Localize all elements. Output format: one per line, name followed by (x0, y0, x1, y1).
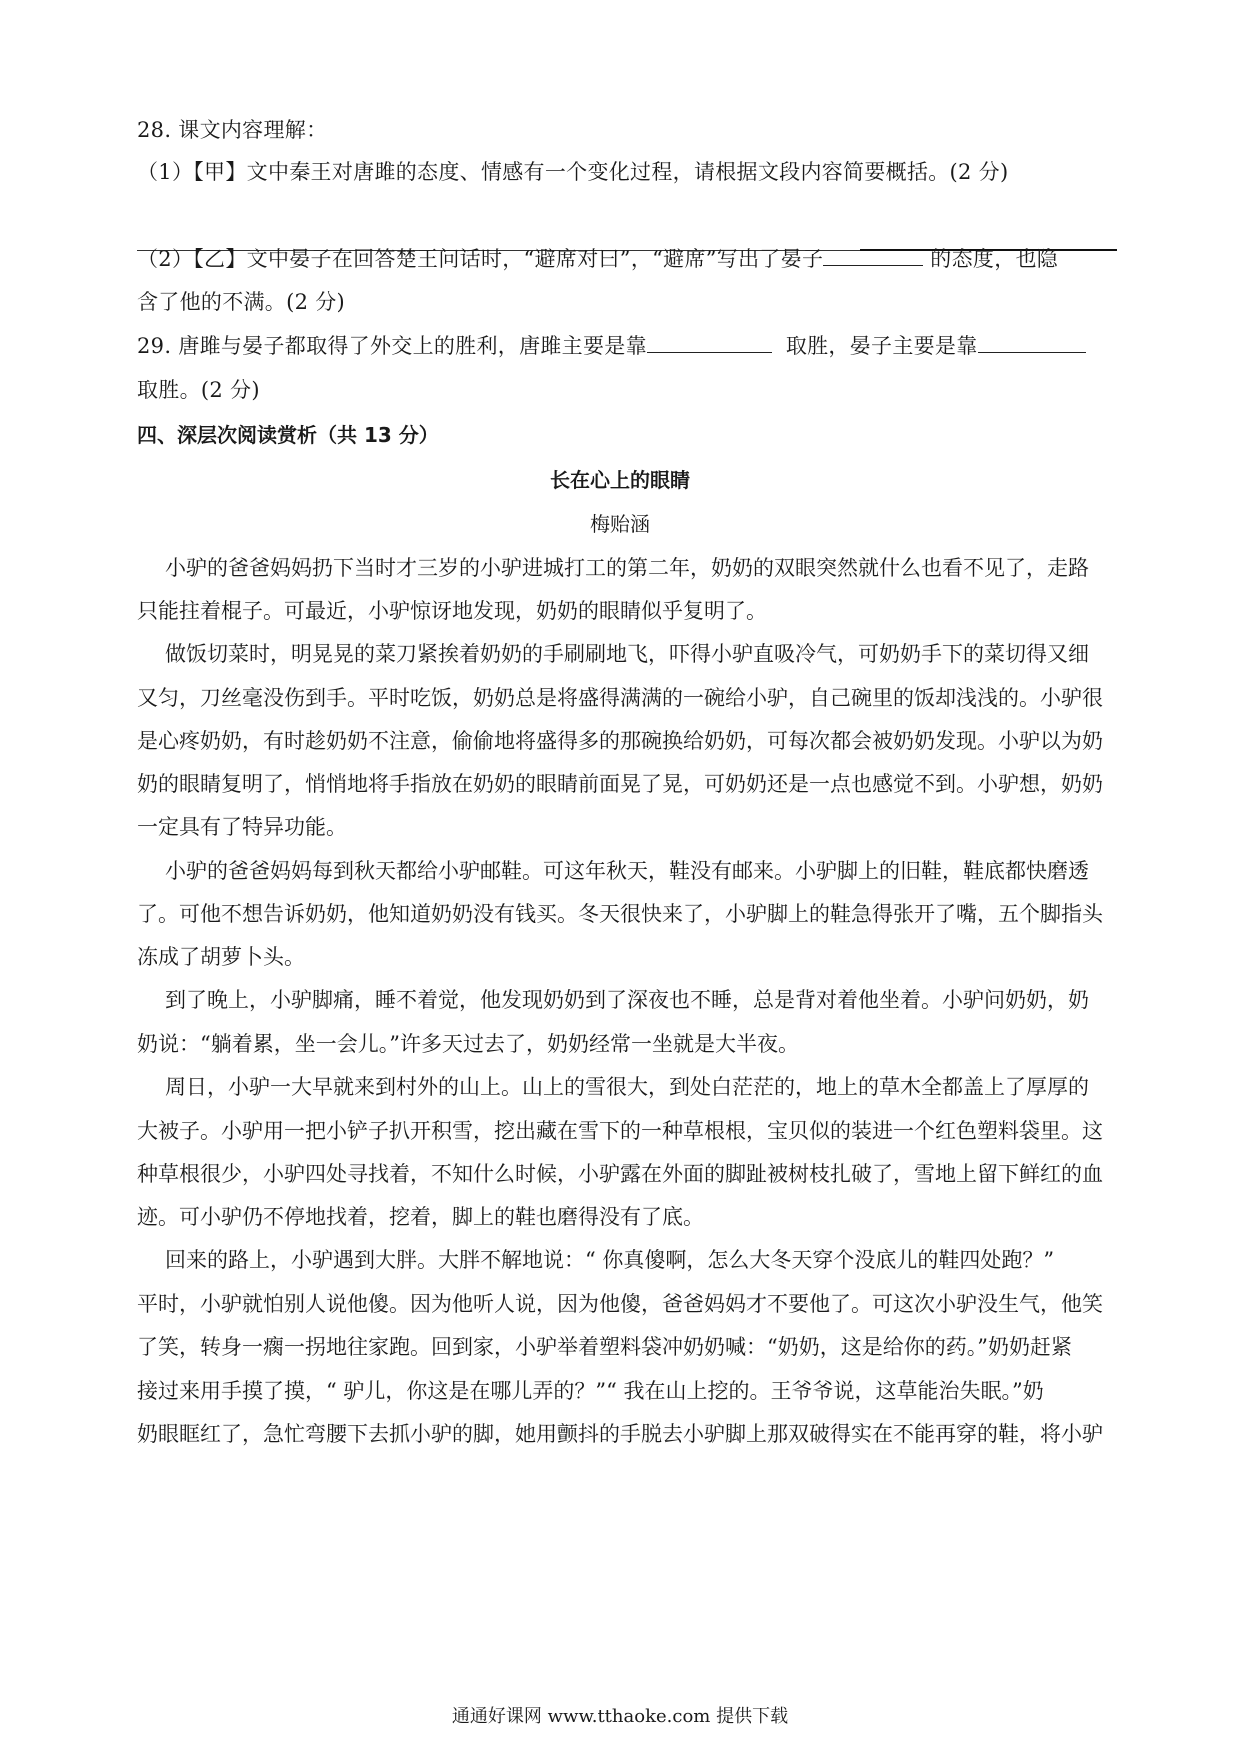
article-line: 周日，小驴一大早就来到村外的山上。山上的雪很大，到处白茫茫的，地上的草木全都盖上了厚厚的 (165, 1075, 1089, 1099)
article-line: 迹。可小驴仍不停地找着，挖着，脚上的鞋也磨得没有了底。 (137, 1205, 704, 1229)
article-line: 一定具有了特异功能。 (137, 815, 347, 839)
page-footer: 通通好课网 www.tthaoke.com 提供下载 (451, 1706, 789, 1727)
question-28-2 (137, 245, 1117, 273)
article-line: 又匀，刀丝毫没伤到手。平时吃饭，奶奶总是将盛得满满的一碗给小驴，自己碗里的饭却浅浅的。小驴很 (137, 686, 1103, 710)
article-line: 种草根很少，小驴四处寻找着，不知什么时候，小驴露在外面的脚趾被树枝扎破了，雪地上留下鲜红的血 (137, 1162, 1103, 1186)
section-heading: 四、深层次阅读赏析（共 13 分） (137, 423, 439, 447)
article-line: 平时，小驴就怕别人说他傻。因为他听人说，因为他傻，爸爸妈妈才不要他了。可这次小驴没生气，他笑 (137, 1292, 1103, 1316)
question-29-text-a: 29. 唐雎与晏子都取得了外交上的胜利，唐雎主要是靠 (137, 334, 647, 358)
article-line: 是心疼奶奶，有时趁奶奶不注意，偷偷地将盛得多的那碗换给奶奶，可每次都会被奶奶发现。小驴以为奶 (137, 729, 1103, 753)
answer-blank-28-2[interactable] (823, 245, 923, 266)
question-28-2-text-a: （2）【乙】文中晏子在回答楚王问话时，“避席对曰”，“避席”写出了晏子 (137, 247, 824, 271)
article-line: 了笑，转身一瘸一拐地往家跑。回到家，小驴举着塑料袋冲奶奶喊：“奶奶，这是给你的药。”奶奶赶紧 (137, 1335, 1072, 1359)
article-line: 冻成了胡萝卜头。 (137, 945, 305, 969)
article-title: 长在心上的眼睛 (550, 468, 690, 492)
article-author: 梅贻涵 (590, 512, 650, 536)
answer-blank-29-a[interactable] (647, 332, 772, 353)
question-29-text-b: 取胜，晏子主要是靠 (785, 334, 978, 358)
article-line: 奶说：“躺着累，坐一会儿。”许多天过去了，奶奶经常一坐就是大半夜。 (137, 1032, 799, 1056)
article-line: 奶的眼睛复明了，悄悄地将手指放在奶奶的眼睛前面晃了晃，可奶奶还是一点也感觉不到。小驴想，奶奶 (137, 772, 1103, 796)
article-line: 做饭切菜时，明晃晃的菜刀紧挨着奶奶的手刷刷地飞，吓得小驴直吸冷气，可奶奶手下的菜切得又细 (165, 642, 1089, 666)
article-line: 了。可他不想告诉奶奶，他知道奶奶没有钱买。冬天很快来了，小驴脚上的鞋急得张开了嘴，五个脚指头 (137, 902, 1103, 926)
article-line: 回来的路上，小驴遇到大胖。大胖不解地说：“ 你真傻啊，怎么大冬天穿个没底儿的鞋四处跑？” (165, 1248, 1055, 1272)
article-line: 大被子。小驴用一把小铲子扒开积雪，挖出藏在雪下的一种草根根，宝贝似的装进一个红色塑料袋里。这 (137, 1119, 1103, 1143)
article-line: 小驴的爸爸妈妈扔下当时才三岁的小驴进城打工的第二年，奶奶的双眼突然就什么也看不见了，走路 (165, 556, 1089, 580)
question-29 (137, 332, 1117, 360)
article-line: 小驴的爸爸妈妈每到秋天都给小驴邮鞋。可这年秋天，鞋没有邮来。小驴脚上的旧鞋，鞋底都快磨透 (165, 859, 1089, 883)
question-28-2-cont: 含了他的不满。(2 分) (137, 290, 346, 314)
article-line: 到了晚上，小驴脚痛，睡不着觉，他发现奶奶到了深夜也不睡，总是背对着他坐着。小驴问奶奶，奶 (165, 988, 1089, 1012)
question-28-1: （1）【甲】文中秦王对唐雎的态度、情感有一个变化过程，请根据文段内容简要概括。(2 分) (137, 160, 1009, 184)
article-line: 只能拄着棍子。可最近，小驴惊讶地发现，奶奶的眼睛似乎复明了。 (137, 599, 767, 623)
question-28-2-text-b: 的态度，也隐 (930, 247, 1059, 271)
answer-blank-29-b[interactable] (978, 332, 1086, 353)
article-line: 奶眼眶红了，急忙弯腰下去抓小驴的脚，她用颤抖的手脱去小驴脚上那双破得实在不能再穿的鞋，将小驴 (137, 1422, 1103, 1446)
article-line: 接过来用手摸了摸，“ 驴儿，你这是在哪儿弄的？”“ 我在山上挖的。王爷爷说，这草能治失眠。”奶 (137, 1379, 1044, 1403)
question-28-title: 28. 课文内容理解： (137, 118, 328, 142)
question-29-cont: 取胜。(2 分) (137, 378, 260, 402)
